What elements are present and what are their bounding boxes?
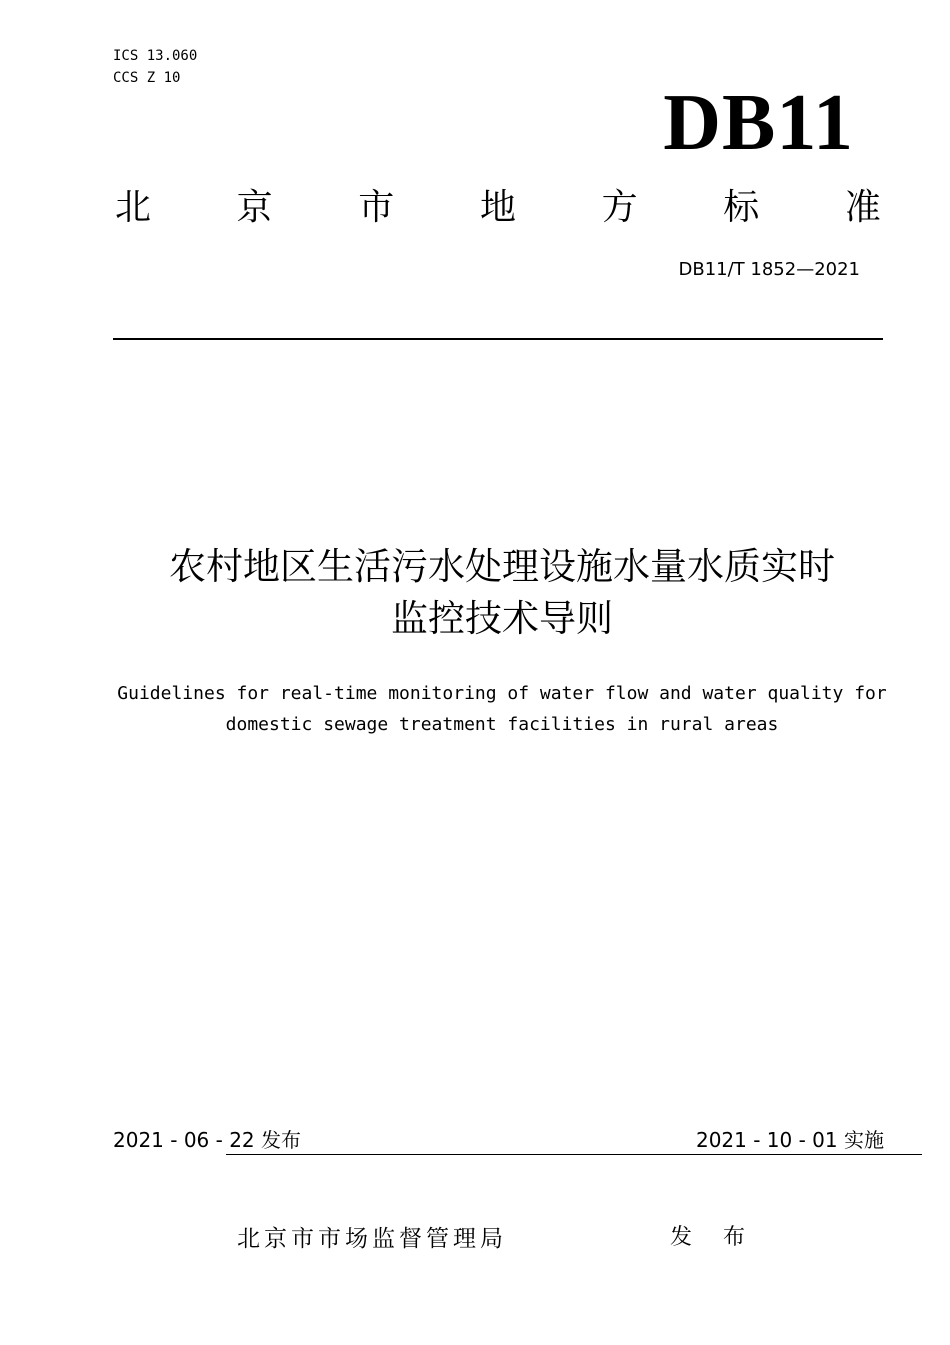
chinese-title bbox=[0, 541, 950, 645]
standard-type-char: 地 bbox=[479, 187, 516, 228]
standard-type-char: 方 bbox=[601, 187, 638, 228]
chinese-title-line: 监控技术导则 bbox=[391, 597, 613, 640]
standard-type-char: 市 bbox=[358, 187, 395, 228]
standard-type-char: 标 bbox=[723, 187, 760, 228]
english-title bbox=[0, 678, 950, 740]
bottom-divider bbox=[226, 1154, 922, 1155]
standard-number: DB11/T 1852—2021 bbox=[678, 259, 860, 280]
standard-type-char: 准 bbox=[844, 187, 881, 228]
standard-type bbox=[113, 186, 883, 230]
issue-label: 发 布 bbox=[670, 1225, 757, 1250]
standard-type-char: 北 bbox=[114, 187, 151, 228]
db11-logo: DB11 bbox=[663, 79, 854, 167]
issue-date: 2021 - 06 - 22 发布 bbox=[113, 1128, 302, 1152]
english-title-line: domestic sewage treatment facilities in rural areas bbox=[225, 714, 779, 735]
english-title-line: Guidelines for real-time monitoring of water flow and water quality for bbox=[117, 683, 887, 704]
ccs-code: CCS Z 10 bbox=[113, 70, 181, 86]
ics-code: ICS 13.060 bbox=[113, 48, 198, 64]
issuing-authority: 北京市市场监督管理局 bbox=[237, 1226, 507, 1252]
chinese-title-line: 农村地区生活污水处理设施水量水质实时 bbox=[169, 545, 835, 588]
top-divider bbox=[113, 338, 883, 340]
standard-type-char: 京 bbox=[236, 187, 273, 228]
implementation-date: 2021 - 10 - 01 实施 bbox=[695, 1128, 884, 1152]
